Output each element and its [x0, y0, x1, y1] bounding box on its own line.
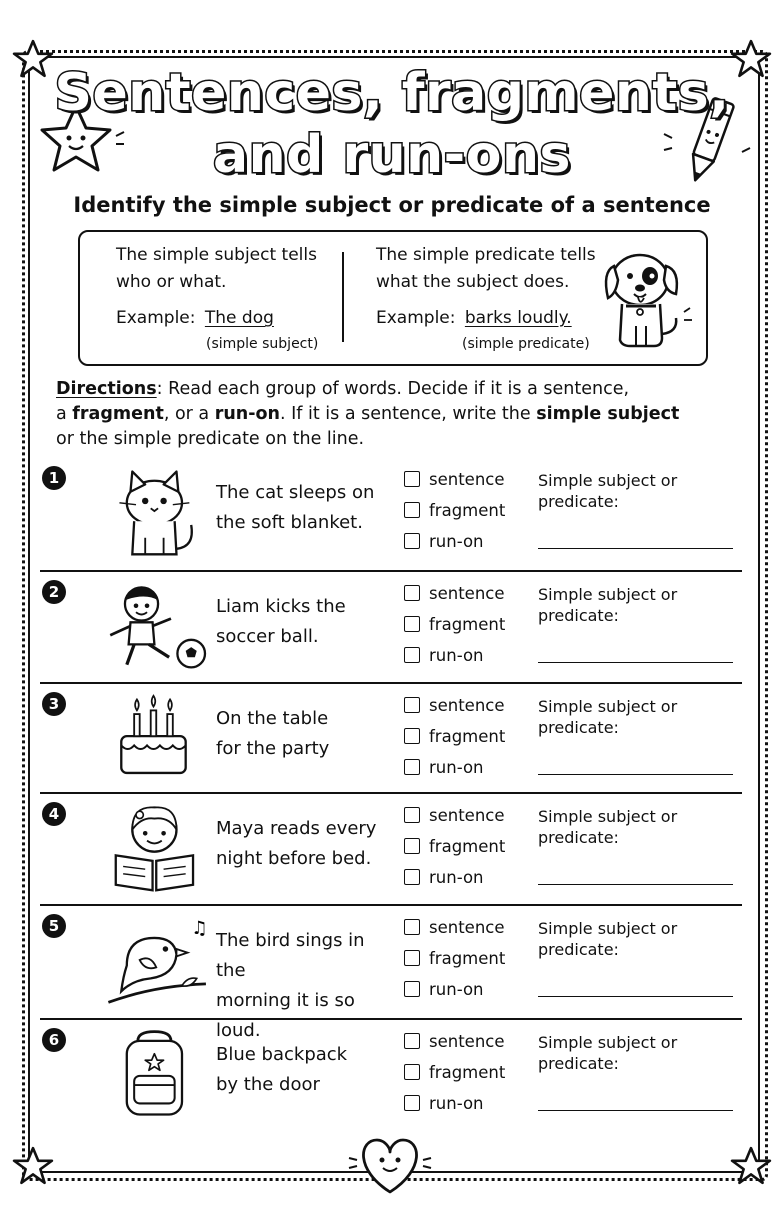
example-label: Example:	[116, 308, 196, 328]
option-run-on[interactable]	[404, 532, 484, 551]
row-divider	[40, 792, 742, 794]
option-label: fragment	[429, 837, 506, 856]
answer-label-line: predicate:	[538, 606, 619, 625]
option-fragment[interactable]	[404, 1063, 505, 1082]
row-divider	[40, 904, 742, 906]
answer-label	[538, 806, 708, 848]
answer-line[interactable]	[538, 884, 733, 885]
checkbox[interactable]	[404, 1033, 420, 1049]
option-run-on[interactable]	[404, 646, 484, 665]
checkbox[interactable]	[404, 533, 420, 549]
directions-text: : Read each group of words. Decide if it is a sentence,	[156, 379, 630, 399]
directions-keyword: simple subject	[536, 404, 680, 424]
worksheet-title	[0, 62, 784, 186]
option-label: run-on	[429, 532, 484, 551]
exercise-item	[40, 692, 742, 792]
checkbox[interactable]	[404, 502, 420, 518]
option-sentence[interactable]	[404, 918, 505, 937]
answer-label-line: Simple subject or	[538, 1033, 678, 1052]
heart-icon	[345, 1130, 435, 1198]
prompt-line: for the party	[216, 738, 330, 759]
predicate-definition-line: The simple predicate tells	[376, 245, 596, 265]
option-label: fragment	[429, 727, 506, 746]
option-label: sentence	[429, 918, 505, 937]
directions-text: or the simple predicate on the line.	[56, 429, 365, 449]
answer-label	[538, 696, 708, 738]
directions-text: a	[56, 404, 73, 424]
backpack-icon	[94, 1028, 224, 1120]
item-number: 1	[42, 466, 66, 490]
cat-icon	[94, 466, 224, 558]
boy-soccer-icon	[94, 580, 224, 672]
exercise-item	[40, 914, 742, 1041]
checkbox[interactable]	[404, 585, 420, 601]
option-fragment[interactable]	[404, 727, 505, 746]
checkbox[interactable]	[404, 647, 420, 663]
item-number: 2	[42, 580, 66, 604]
answer-line[interactable]	[538, 662, 733, 663]
answer-label-line: Simple subject or	[538, 585, 678, 604]
option-fragment[interactable]	[404, 837, 505, 856]
girl-reading-icon	[94, 802, 224, 894]
item-number: 3	[42, 692, 66, 716]
subject-definition-line: who or what.	[116, 272, 227, 292]
option-run-on[interactable]	[404, 758, 484, 777]
checkbox[interactable]	[404, 981, 420, 997]
checkbox[interactable]	[404, 838, 420, 854]
item-prompt	[216, 478, 396, 538]
checkbox[interactable]	[404, 616, 420, 632]
checkbox[interactable]	[404, 728, 420, 744]
row-divider	[40, 1018, 742, 1020]
prompt-line: night before bed.	[216, 848, 372, 869]
cake-icon	[94, 692, 224, 784]
predicate-caption: (simple predicate)	[462, 336, 590, 352]
checkbox[interactable]	[404, 869, 420, 885]
item-prompt	[216, 1040, 396, 1100]
checkbox[interactable]	[404, 697, 420, 713]
option-sentence[interactable]	[404, 584, 505, 603]
item-prompt	[216, 592, 396, 652]
checkbox[interactable]	[404, 1095, 420, 1111]
prompt-line: morning it is so loud.	[216, 990, 355, 1041]
prompt-line: The bird sings in the	[216, 930, 365, 981]
option-sentence[interactable]	[404, 806, 505, 825]
answer-label-line: predicate:	[538, 828, 619, 847]
checkbox[interactable]	[404, 919, 420, 935]
option-label: run-on	[429, 1094, 484, 1113]
title-line-1: Sentences, fragments,	[54, 63, 730, 123]
divider	[342, 252, 344, 342]
answer-label	[538, 918, 708, 960]
directions-keyword: fragment	[72, 404, 164, 424]
option-label: run-on	[429, 868, 484, 887]
subtitle: Identify the simple subject or predicate of a sentence	[73, 193, 711, 217]
option-label: sentence	[429, 696, 505, 715]
prompt-line: by the door	[216, 1074, 320, 1095]
option-fragment[interactable]	[404, 615, 505, 634]
exercise-item	[40, 802, 742, 902]
row-divider	[40, 570, 742, 572]
answer-label-line: predicate:	[538, 492, 619, 511]
option-fragment[interactable]	[404, 949, 505, 968]
row-divider	[40, 682, 742, 684]
star-icon	[730, 1145, 772, 1187]
answer-label	[538, 1032, 708, 1074]
answer-label-line: Simple subject or	[538, 471, 678, 490]
predicate-definition-line: what the subject does.	[376, 272, 570, 292]
option-label: sentence	[429, 470, 505, 489]
prompt-line: On the table	[216, 708, 329, 729]
option-run-on[interactable]	[404, 1094, 484, 1113]
prompt-line: Blue backpack	[216, 1044, 348, 1065]
subject-definition	[116, 242, 317, 332]
item-number: 5	[42, 914, 66, 938]
directions-label: Directions	[56, 379, 157, 399]
subject-caption: (simple subject)	[206, 336, 319, 352]
predicate-definition	[376, 242, 596, 332]
definition-box	[78, 230, 708, 366]
prompt-line: Liam kicks the	[216, 596, 346, 617]
item-prompt	[216, 814, 396, 874]
predicate-example: barks loudly.	[464, 308, 572, 328]
answer-line[interactable]	[538, 996, 733, 997]
answer-line[interactable]	[538, 774, 733, 775]
item-prompt	[216, 704, 396, 764]
answer-label-line: predicate:	[538, 940, 619, 959]
checkbox[interactable]	[404, 807, 420, 823]
example-label: Example:	[376, 308, 456, 328]
subject-definition-line: The simple subject tells	[116, 245, 317, 265]
directions-text: , or a	[163, 404, 215, 424]
option-label: run-on	[429, 758, 484, 777]
option-sentence[interactable]	[404, 470, 505, 489]
option-label: fragment	[429, 949, 506, 968]
exercise-item	[40, 466, 742, 566]
checkbox[interactable]	[404, 950, 420, 966]
option-label: run-on	[429, 646, 484, 665]
checkbox[interactable]	[404, 759, 420, 775]
exercise-item	[40, 580, 742, 680]
option-run-on[interactable]	[404, 868, 484, 887]
item-number: 4	[42, 802, 66, 826]
option-label: run-on	[429, 980, 484, 999]
checkbox[interactable]	[404, 471, 420, 487]
directions-keyword: run-on	[214, 404, 280, 424]
option-label: sentence	[429, 584, 505, 603]
svg-text:♫: ♫	[191, 918, 208, 940]
prompt-line: the soft blanket.	[216, 512, 363, 533]
directions	[56, 377, 716, 452]
answer-label-line: Simple subject or	[538, 919, 678, 938]
option-label: fragment	[429, 1063, 506, 1082]
item-number: 6	[42, 1028, 66, 1052]
answer-line[interactable]	[538, 1110, 733, 1111]
subject-example: The dog	[204, 308, 274, 328]
option-sentence[interactable]	[404, 696, 505, 715]
option-label: sentence	[429, 806, 505, 825]
exercise-item	[40, 1028, 742, 1128]
prompt-line: Maya reads every	[216, 818, 377, 839]
bird-icon	[94, 914, 224, 1006]
option-run-on[interactable]	[404, 980, 484, 999]
star-icon	[12, 1145, 54, 1187]
answer-line[interactable]	[538, 548, 733, 549]
title-line-2: and run-ons	[213, 125, 571, 185]
option-label: sentence	[429, 1032, 505, 1051]
prompt-line: The cat sleeps on	[216, 482, 375, 503]
option-sentence[interactable]	[404, 1032, 505, 1051]
option-label: fragment	[429, 501, 506, 520]
checkbox[interactable]	[404, 1064, 420, 1080]
directions-text: . If it is a sentence, write the	[280, 404, 537, 424]
prompt-line: soccer ball.	[216, 626, 319, 647]
answer-label-line: predicate:	[538, 718, 619, 737]
answer-label	[538, 584, 708, 626]
answer-label-line: predicate:	[538, 1054, 619, 1073]
answer-label-line: Simple subject or	[538, 807, 678, 826]
dog-icon	[600, 242, 695, 354]
option-fragment[interactable]	[404, 501, 505, 520]
answer-label-line: Simple subject or	[538, 697, 678, 716]
answer-label	[538, 470, 708, 512]
option-label: fragment	[429, 615, 506, 634]
